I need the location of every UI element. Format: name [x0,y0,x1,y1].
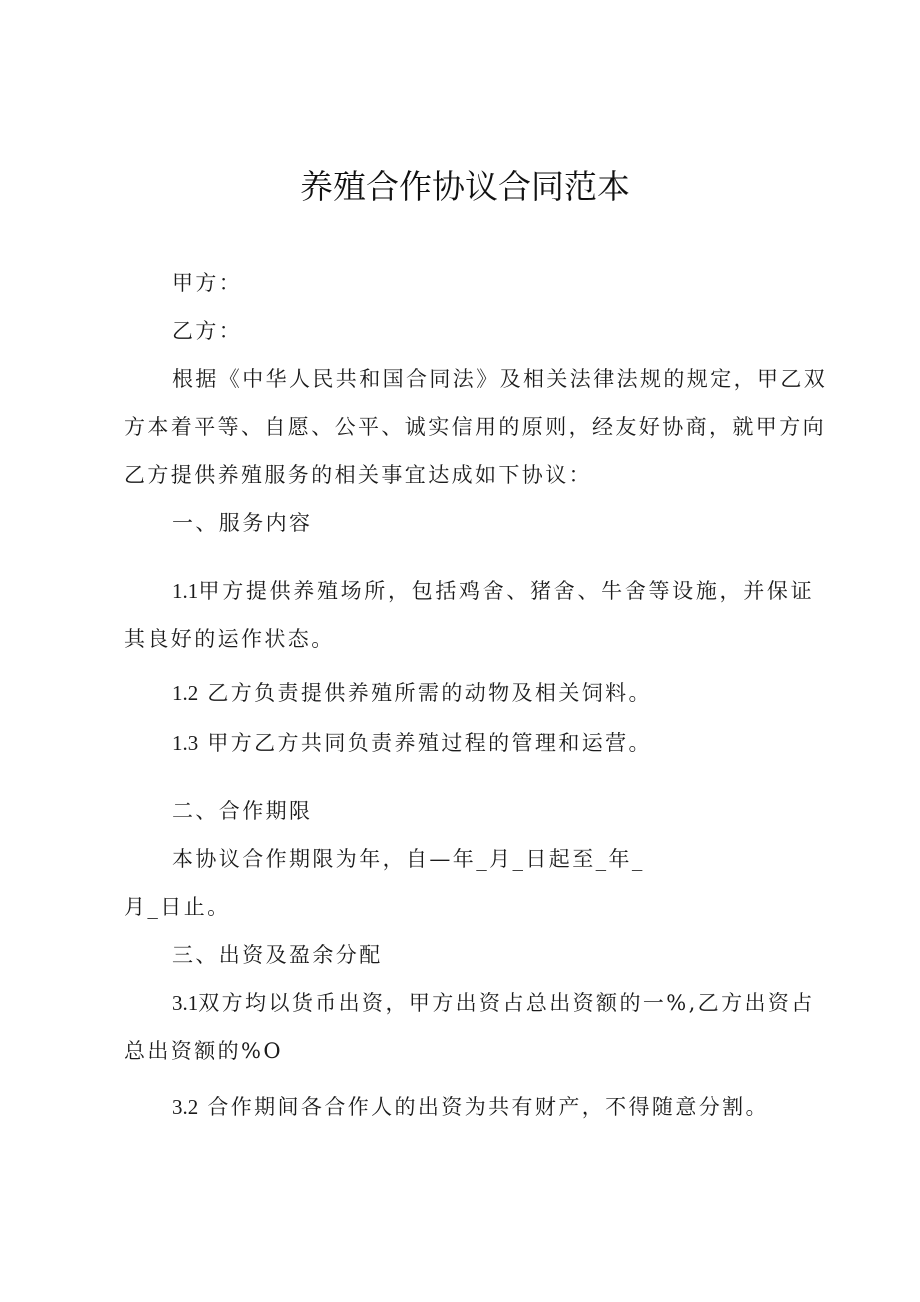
item-1-3 [172,728,862,758]
party-a-label: 甲方： [172,271,243,295]
item-number: 1.3 [172,731,199,755]
section-3-heading: 三、出资及盈余分配 [172,943,383,967]
item-text: 乙方负责提供养殖所需的动物及相关饲料。 [207,681,652,705]
section-1-heading: 一、服务内容 [172,511,313,535]
item-1-1-line-1 [172,576,814,606]
preamble-line-3: 乙方提供养殖服务的相关事宜达成如下协议： [124,463,592,487]
item-text: 双方均以货币出资，甲方出资占总出资额的一%,乙方出资占 [198,991,815,1015]
item-3-1-line-2: 总出资额的%O [124,1039,283,1063]
item-text: 甲方提供养殖场所，包括鸡舍、猪舍、牛舍等设施，并保证 [198,579,814,603]
term-line-2: 月_日止。 [124,895,231,919]
preamble-line-1: 根据《中华人民共和国合同法》及相关法律法规的规定，甲乙双 [172,367,828,391]
item-number: 1.2 [172,681,199,705]
item-1-2 [172,678,862,708]
preamble-line-2: 方本着平等、自愿、公平、诚实信用的原则，经友好协商，就甲方向 [124,415,826,439]
party-b-label: 乙方： [172,319,243,343]
item-1-1-line-2: 其良好的运作状态。 [124,627,335,651]
item-text: 合作期间各合作人的出资为共有财产，不得随意分割。 [207,1095,769,1119]
item-number: 3.1 [172,991,199,1015]
item-number: 3.2 [172,1095,199,1119]
term-line-1: 本协议合作期限为年，自—年_月_日起至_年_ [172,847,645,871]
item-3-1-line-1 [172,988,814,1018]
document-title: 养殖合作协议合同范本 [300,167,630,206]
item-number: 1.1 [172,579,199,603]
item-3-2 [172,1092,862,1122]
item-text: 甲方乙方共同负责养殖过程的管理和运营。 [207,731,652,755]
section-2-heading: 二、合作期限 [172,799,313,823]
